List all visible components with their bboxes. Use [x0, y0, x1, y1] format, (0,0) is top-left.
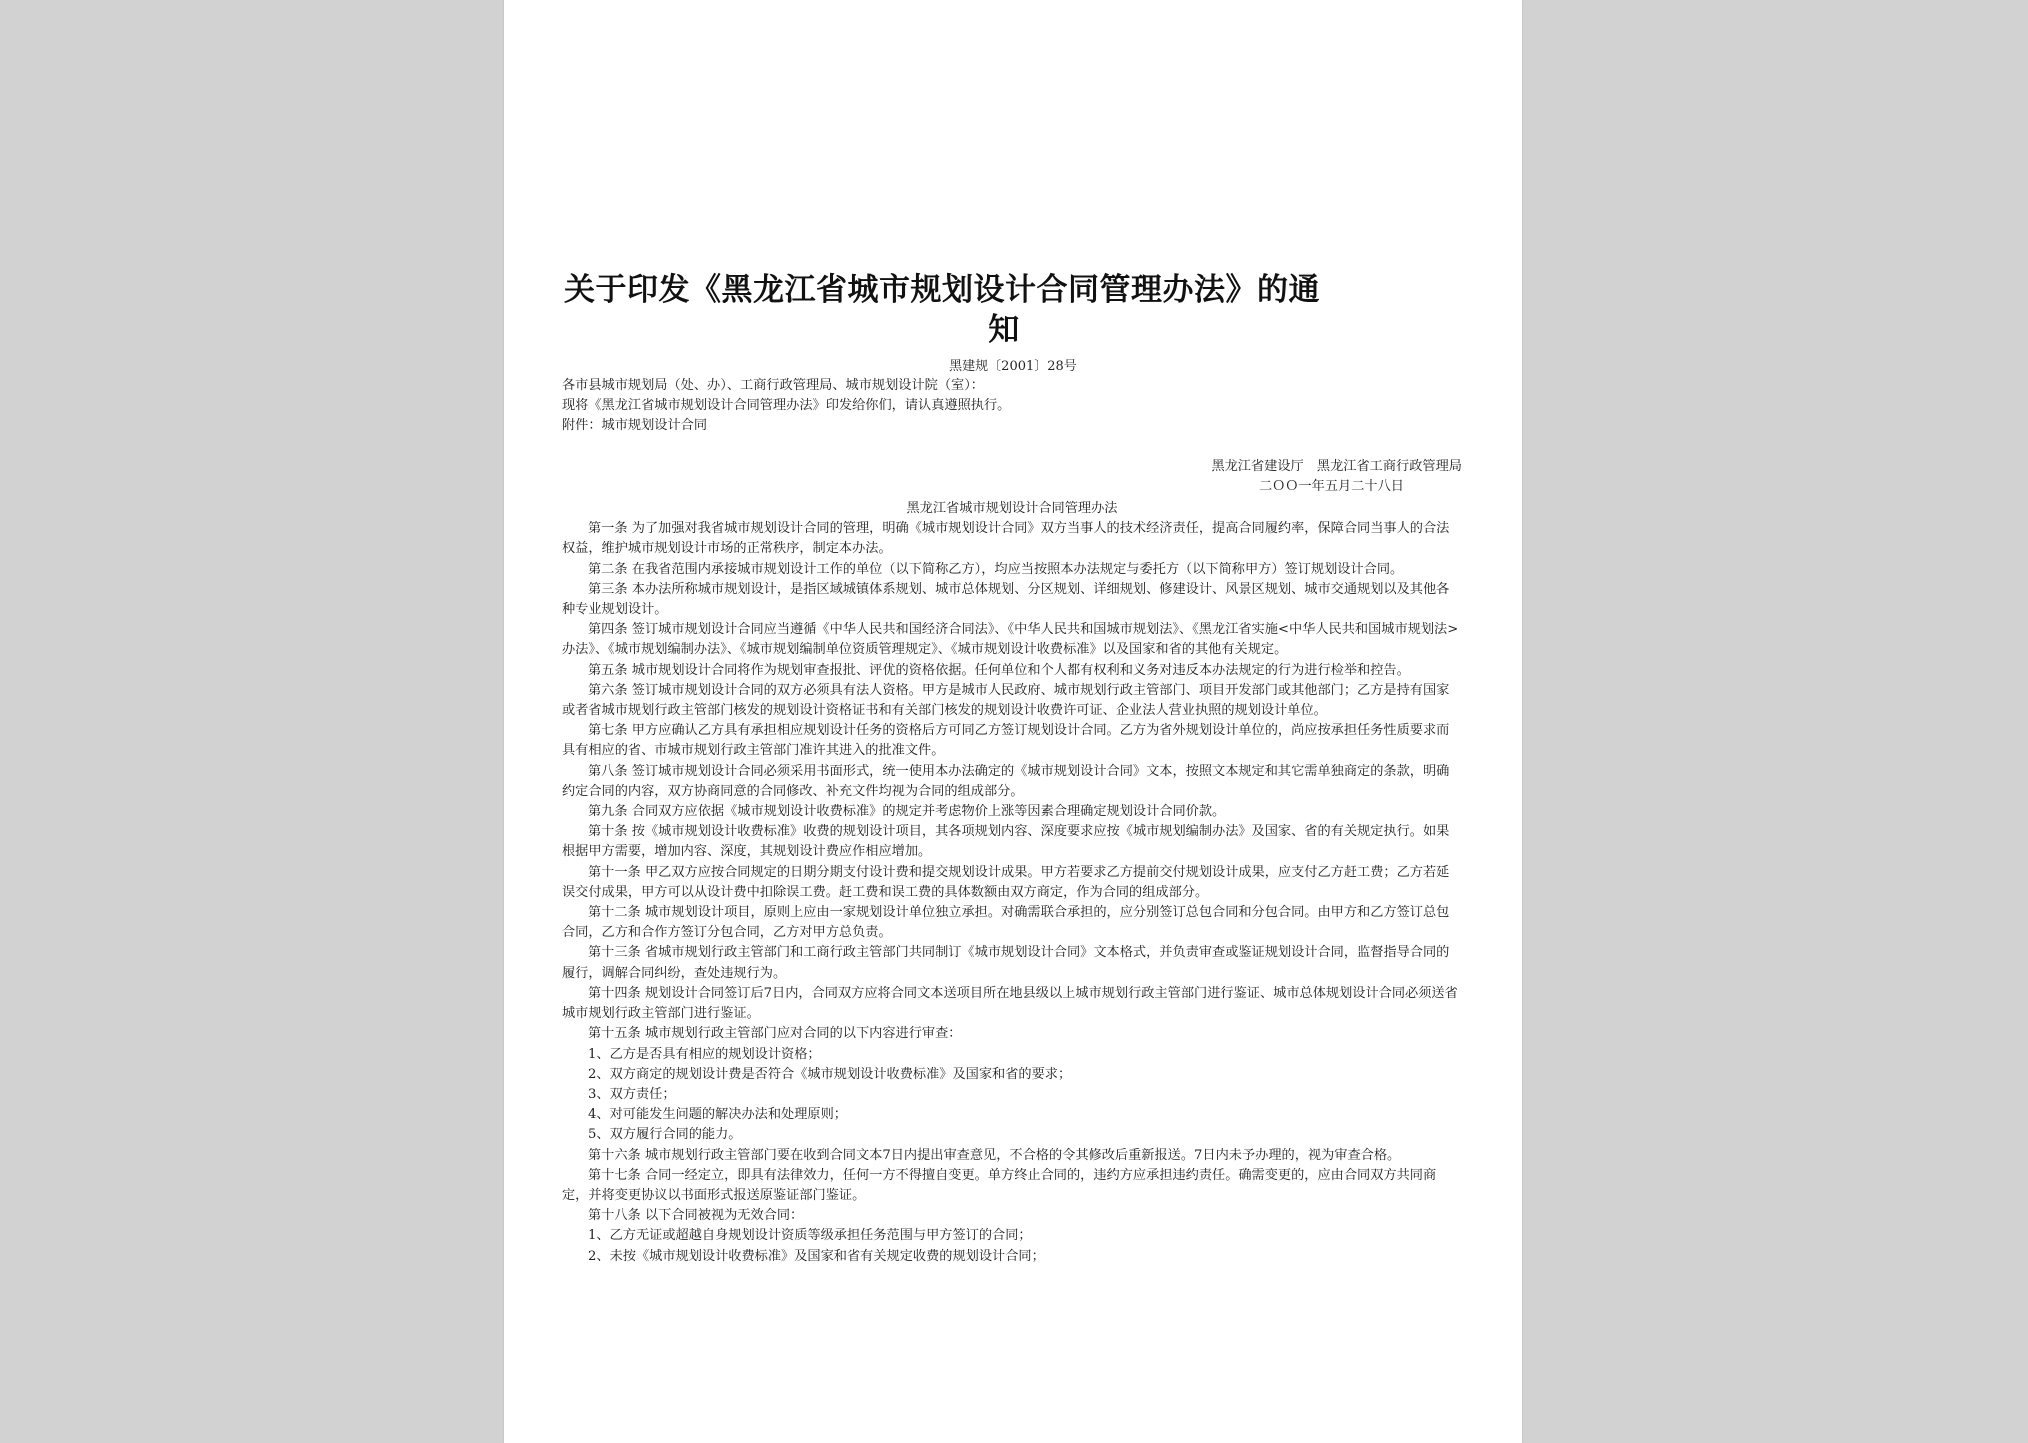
article: 第十条 按《城市规划设计收费标准》收费的规划设计项目，其各项规划内容、深度要求应按《城市规划编制办法》及国家、省的有关规定执行。如果根据甲方需要，增加内容、深度，其规划设计费应作相应增加。 — [562, 824, 1450, 860]
article: 第十一条 甲乙双方应按合同规定的日期分期支付设计费和提交规划设计成果。甲方若要求乙方提前交付规划设计成果，应支付乙方赶工费；乙方若延误交付成果，甲方可以从设计费中扣除误工费。赶工费和误工费的具体数额由双方商定，作为合同的组成部分。 — [562, 864, 1450, 900]
document-title — [564, 270, 1444, 350]
article: 第十七条 合同一经定立，即具有法律效力，任何一方不得擅自变更。单方终止合同的，违约方应承担违约责任。确需变更的，应由合同双方共同商定，并将变更协议以书面形式报送原鉴证部门鉴证。 — [562, 1167, 1437, 1203]
article: 第十二条 城市规划设计项目，原则上应由一家规划设计单位独立承担。对确需联合承担的，应分别签订总包合同和分包合同。由甲方和乙方签订总包合同，乙方和合作方签订分包合同，乙方对甲方总负责。 — [562, 905, 1450, 941]
article: 第二条 在我省范围内承接城市规划设计工作的单位（以下简称乙方），均应当按照本办法规定与委托方（以下简称甲方）签订规划设计合同。 — [588, 561, 1404, 577]
title-line-2: 知 — [988, 312, 1020, 348]
document-number: 黑建规〔2001〕28号 — [949, 359, 1077, 374]
article: 第七条 甲方应确认乙方具有承担相应规划设计任务的资格后方可同乙方签订规划设计合同。乙方为省外规划设计单位的，尚应按承担任务性质要求而具有相应的省、市城市规划行政主管部门准许其进入的批准文件。 — [562, 723, 1450, 759]
title-line-1: 关于印发《黑龙江省城市规划设计合同管理办法》的通 — [564, 272, 1320, 308]
attachment-note: 附件：城市规划设计合同 — [562, 418, 708, 434]
article: 第十五条 城市规划行政主管部门应对合同的以下内容进行审查： — [588, 1026, 962, 1042]
list-item: 4、对可能发生问题的解决办法和处理原则； — [588, 1107, 847, 1123]
article: 第十八条 以下合同被视为无效合同： — [588, 1208, 804, 1224]
document-body — [562, 376, 1462, 1267]
article: 第一条 为了加强对我省城市规划设计合同的管理，明确《城市规划设计合同》双方当事人的技术经济责任，提高合同履约率，保障合同当事人的合法权益，维护城市规划设计市场的正常秩序，制定本办法。 — [562, 521, 1450, 557]
measures-title: 黑龙江省城市规划设计合同管理办法 — [906, 501, 1118, 517]
list-item: 2、双方商定的规划设计费是否符合《城市规划设计收费标准》及国家和省的要求； — [588, 1066, 1072, 1082]
issuers: 黑龙江省建设厅 黑龙江省工商行政管理局 — [1211, 458, 1462, 474]
article: 第十四条 规划设计合同签订后7日内，合同双方应将合同文本送项目所在地县级以上城市规划行政主管部门进行鉴证、城市总体规划设计合同必须送省城市规划行政主管部门进行鉴证。 — [562, 985, 1458, 1022]
article: 第五条 城市规划设计合同将作为规划审查报批、评优的资格依据。任何单位和个人都有权利和义务对违反本办法规定的行为进行检举和控告。 — [588, 662, 1410, 678]
issue-date: 二ＯＯ一年五月二十八日 — [1258, 478, 1404, 494]
list-item: 1、乙方无证或超越自身规划设计资质等级承担任务范围与甲方签订的合同； — [588, 1228, 1032, 1244]
article: 第九条 合同双方应依据《城市规划设计收费标准》的规定并考虑物价上涨等因素合理确定规划设计合同价款。 — [588, 804, 1226, 820]
addressee: 各市县城市规划局（处、办）、工商行政管理局、城市规划设计院（室）： — [562, 378, 984, 393]
article: 第三条 本办法所称城市规划设计，是指区域城镇体系规划、城市总体规划、分区规划、详细规划、修建设计、风景区规划、城市交通规划以及其他各种专业规划设计。 — [562, 581, 1450, 618]
document-page — [504, 0, 1522, 1443]
list-item: 3、双方责任； — [588, 1086, 676, 1102]
list-item: 2、未按《城市规划设计收费标准》及国家和省有关规定收费的规划设计合同； — [588, 1248, 1045, 1264]
article: 第八条 签订城市规划设计合同必须采用书面形式，统一使用本办法确定的《城市规划设计合同》文本，按照文本规定和其它需单独商定的条款，明确约定合同的内容，双方协商同意的合同修改、补充文件均视为合同的组成部分。 — [562, 763, 1450, 799]
list-item: 5、双方履行合同的能力。 — [588, 1127, 742, 1143]
intro-text: 现将《黑龙江省城市规划设计合同管理办法》印发给你们，请认真遵照执行。 — [562, 398, 1011, 414]
article: 第四条 签订城市规划设计合同应当遵循《中华人民共和国经济合同法》、《中华人民共和国城市规划法》、《黑龙江省实施<中华人民共和国城市规划法>办法》、《城市规划编制办法》、《城市规划编制单位资质管理规定》、《城市规划设计收费标准》以及国家和省的其他有关规定。 — [562, 622, 1459, 658]
article: 第十六条 城市规划行政主管部门要在收到合同文本7日内提出审查意见，不合格的令其修改后重新报送。7日内未予办理的，视为审查合格。 — [588, 1147, 1401, 1163]
article: 第六条 签订城市规划设计合同的双方必须具有法人资格。甲方是城市人民政府、城市规划行政主管部门、项目开发部门或其他部门；乙方是持有国家或者省城市规划行政主管部门核发的规划设计资格证书和有关部门核发的规划设计收费许可证、企业法人营业执照的规划设计单位。 — [562, 682, 1450, 719]
article: 第十三条 省城市规划行政主管部门和工商行政主管部门共同制订《城市规划设计合同》文本格式，并负责审查或鉴证规划设计合同，监督指导合同的履行，调解合同纠纷，查处违规行为。 — [562, 945, 1450, 981]
list-item: 1、乙方是否具有相应的规划设计资格； — [588, 1046, 821, 1062]
